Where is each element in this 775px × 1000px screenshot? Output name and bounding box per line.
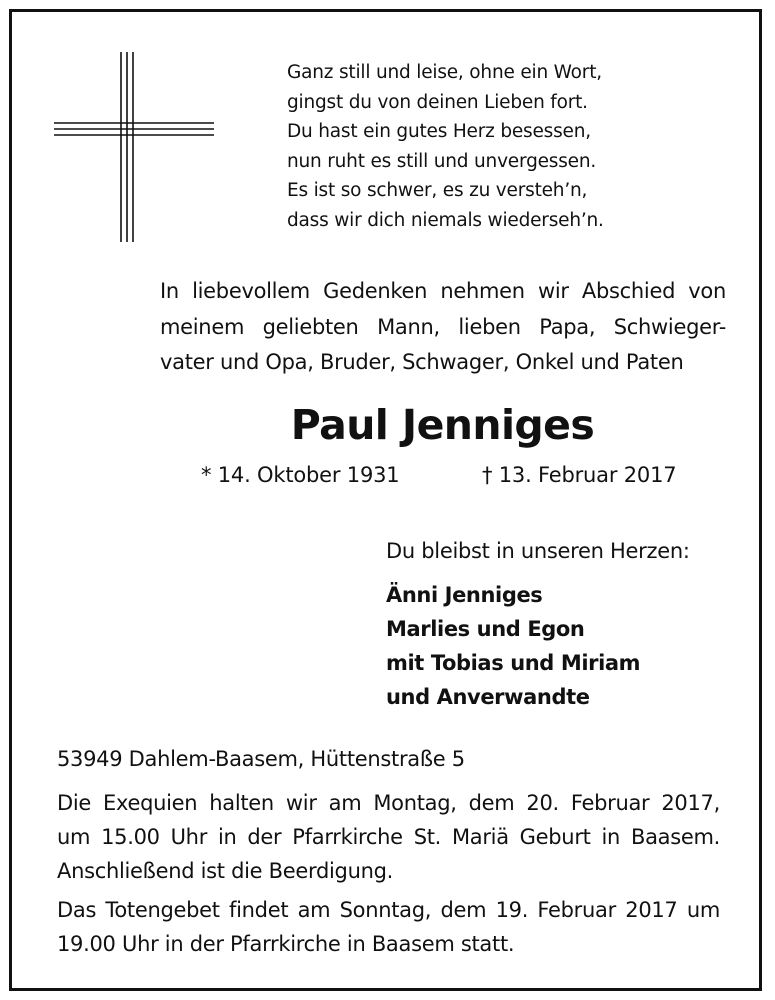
memorial-poem xyxy=(287,58,727,236)
intro-line: vater und Opa, Bruder, Schwager, Onkel und Paten xyxy=(160,350,684,374)
service-line: Anschließend ist die Beerdigung. xyxy=(57,859,393,883)
mourner-name: Änni Jenniges xyxy=(386,583,543,607)
mourner-name: Marlies und Egon xyxy=(386,617,585,641)
intro-line: meinem geliebten Mann, lieben Papa, Schwieger- xyxy=(160,314,726,339)
family-address: 53949 Dahlem-Baasem, Hüttenstraße 5 xyxy=(57,747,465,771)
birth-date: * 14. Oktober 1931 xyxy=(201,463,400,487)
mourners-intro: Du bleibst in unseren Herzen: xyxy=(386,539,690,563)
intro-line: In liebevollem Gedenken nehmen wir Abschied von xyxy=(160,279,726,303)
poem-line: dass wir dich niemals wiederseh’n. xyxy=(287,209,604,231)
poem-line: gingst du von deinen Lieben fort. xyxy=(287,91,588,113)
poem-line: Es ist so schwer, es zu versteh’n, xyxy=(287,180,588,202)
poem-line: nun ruht es still und unvergessen. xyxy=(287,150,597,172)
prayer-line: Das Totengebet findet am Sonntag, dem 19. Februar 2017 um xyxy=(57,898,720,922)
farewell-intro xyxy=(160,274,726,381)
mourners-list xyxy=(386,578,640,714)
service-line: um 15.00 Uhr in der Pfarrkirche St. Mariä Geburt in Baasem. xyxy=(57,825,720,849)
deceased-name: Paul Jenniges xyxy=(290,401,595,449)
service-line: Die Exequien halten wir am Montag, dem 20. Februar 2017, xyxy=(57,791,720,815)
prayer-service-info xyxy=(57,893,720,961)
mourner-name: mit Tobias und Miriam xyxy=(386,651,641,675)
death-date: † 13. Februar 2017 xyxy=(482,463,677,487)
poem-line: Ganz still und leise, ohne ein Wort, xyxy=(287,62,602,83)
prayer-line: 19.00 Uhr in der Pfarrkirche in Baasem statt. xyxy=(57,932,515,956)
cross-icon xyxy=(54,52,214,242)
poem-line: Du hast ein gutes Herz besessen, xyxy=(287,121,591,143)
mourner-name: und Anverwandte xyxy=(386,685,590,709)
funeral-service-info xyxy=(57,786,720,888)
